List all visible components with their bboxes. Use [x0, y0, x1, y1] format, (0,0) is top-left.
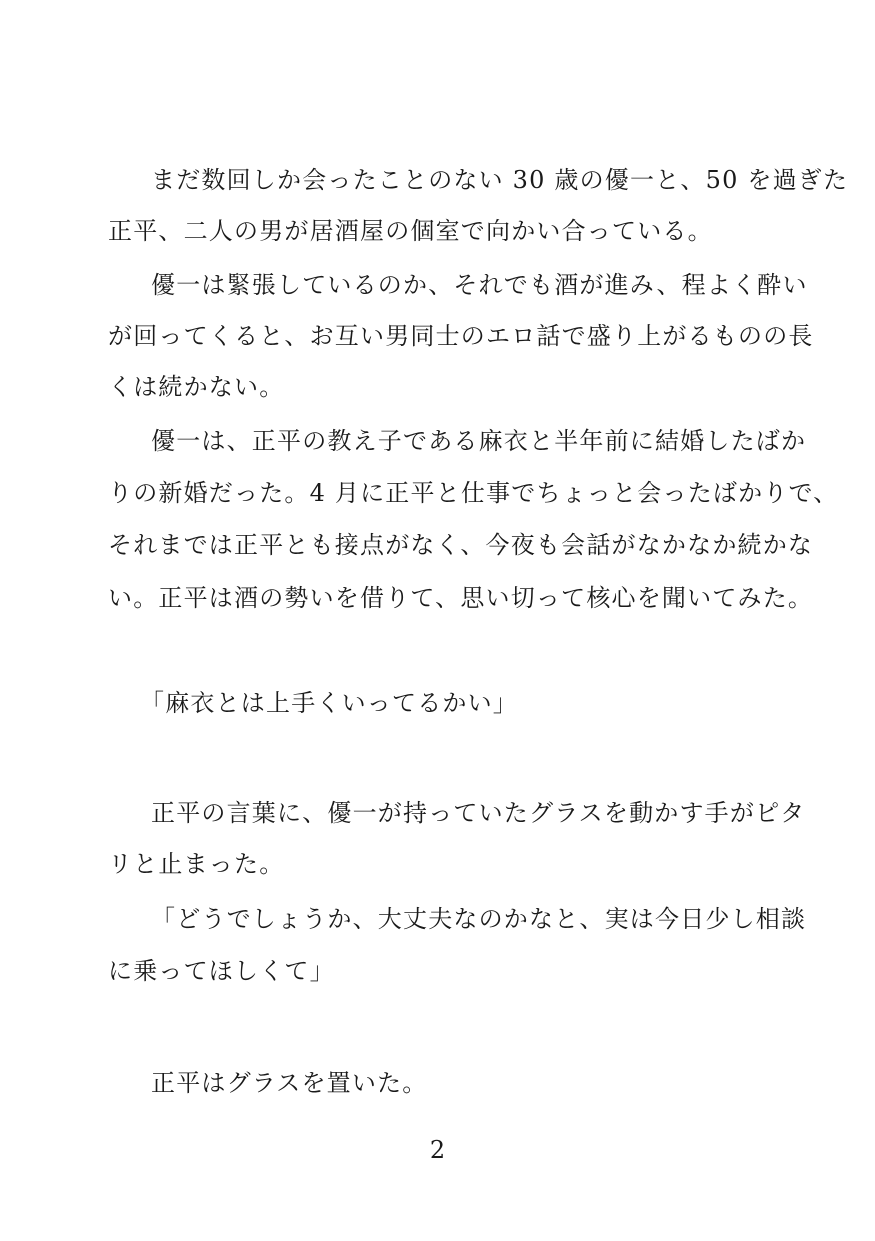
text-line: 優一は、正平の教え子である麻衣と半年前に結婚したばか: [151, 427, 807, 455]
text-line: 正平はグラスを置いた。: [151, 1069, 428, 1097]
text-line: 優一は緊張しているのか、それでも酒が進み、程よく酔い: [151, 271, 808, 299]
text-line: くは続かない。: [108, 373, 285, 401]
text-line: それまでは正平とも接点がなく、今夜も会話がなかなか続かな: [108, 531, 814, 559]
text-line: い。正平は酒の勢いを借りて、思い切って核心を聞いてみた。: [108, 584, 814, 612]
text-line: 正平の言葉に、優一が持っていたグラスを動かす手がピタ: [151, 799, 806, 827]
text-line: リと止まった。: [108, 850, 285, 878]
text-line: まだ数回しか会ったことのない 30 歳の優一と、50 を過ぎた: [151, 166, 849, 194]
text-line: が回ってくると、お互い男同士のエロ話で盛り上がるものの長: [108, 322, 814, 350]
text-line: りの新婚だった。4 月に正平と仕事でちょっと会ったばかりで、: [108, 479, 839, 507]
page-number: 2: [429, 1136, 446, 1164]
dialogue-line: 「麻衣とは上手くいってるかい」: [140, 689, 518, 717]
dialogue-line: に乗ってほしくて」: [108, 957, 335, 985]
dialogue-line: 「どうでしょうか、大丈夫なのかなと、実は今日少し相談: [151, 905, 807, 933]
text-line: 正平、二人の男が居酒屋の個室で向かい合っている。: [108, 217, 713, 245]
